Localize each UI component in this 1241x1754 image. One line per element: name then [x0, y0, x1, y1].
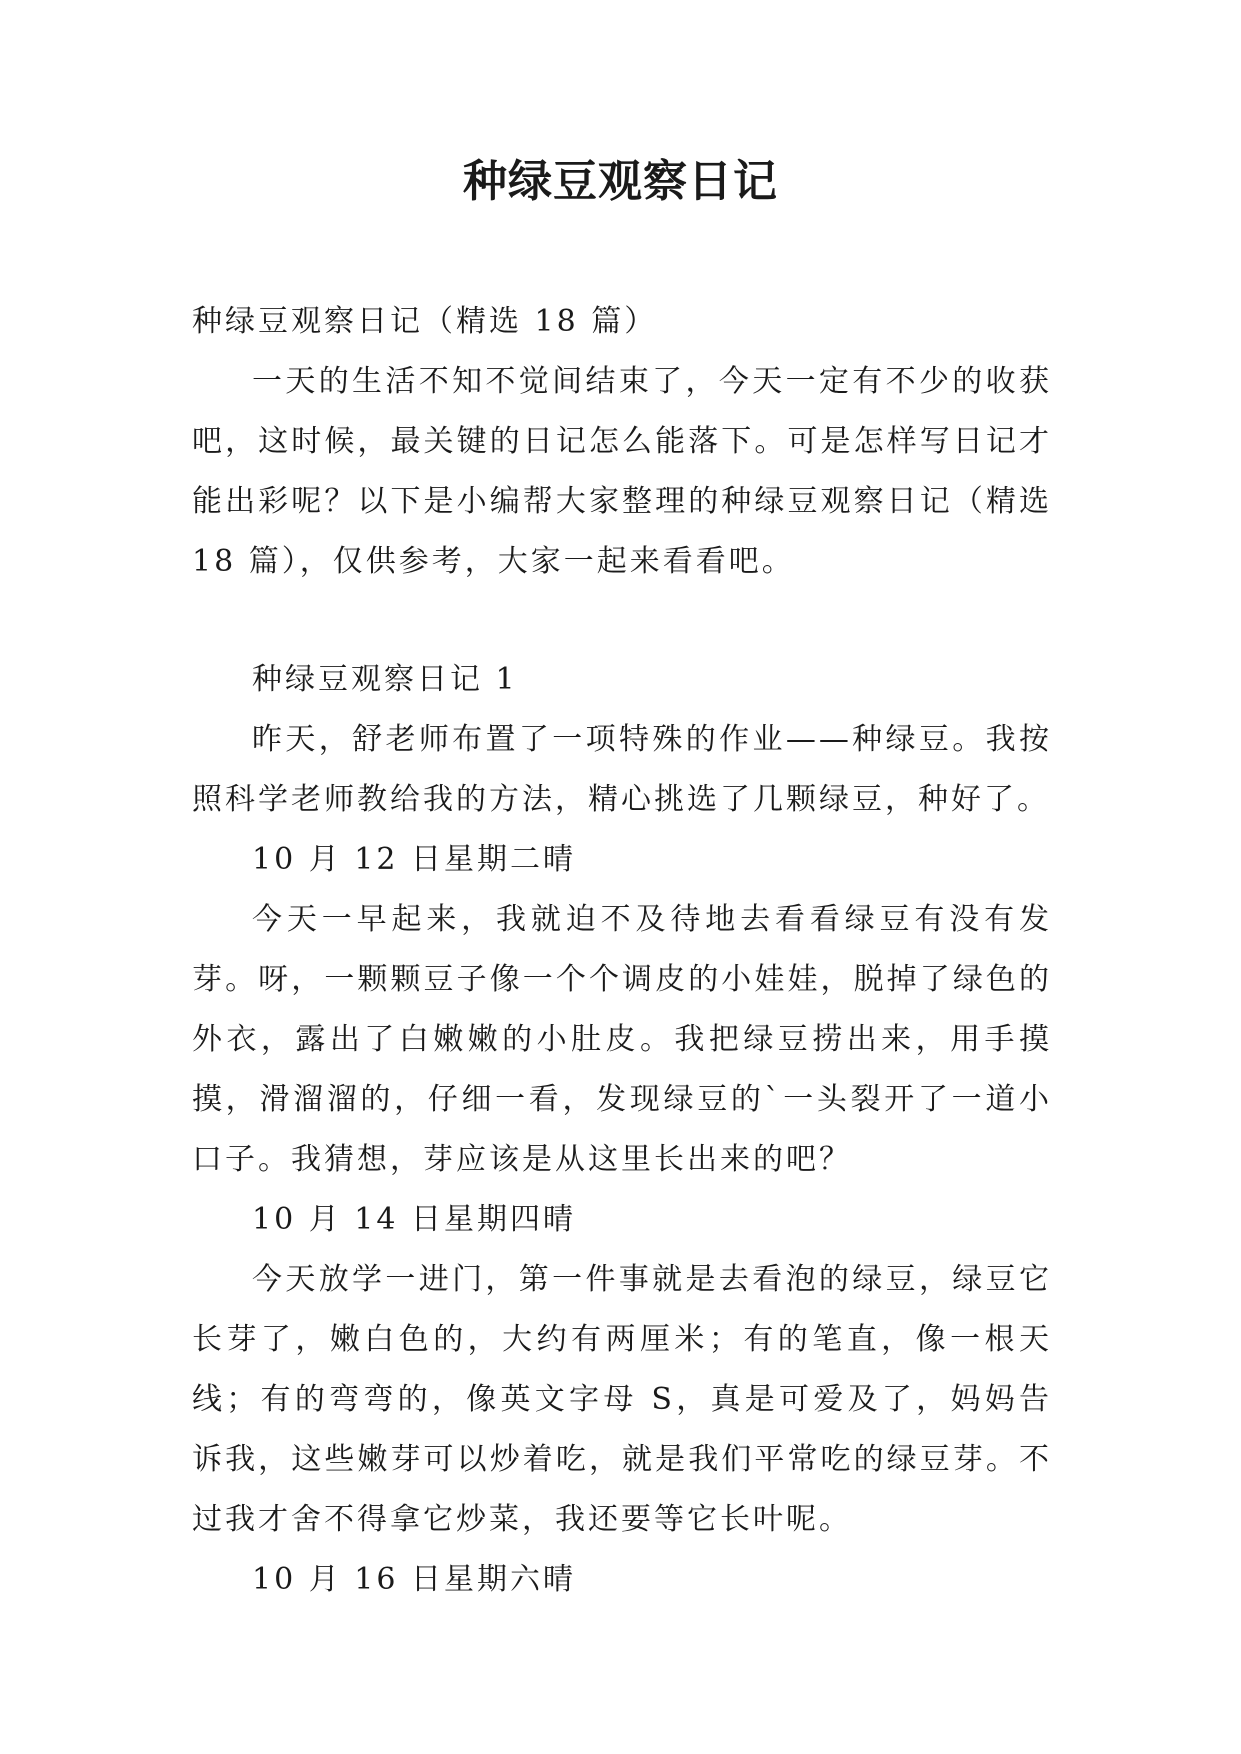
- paragraph-gap: [192, 592, 1052, 650]
- diary-paragraph: 昨天，舒老师布置了一项特殊的作业——种绿豆。我按照科学老师教给我的方法，精心挑选了几颗绿豆，种好了。: [192, 722, 1052, 817]
- diary-paragraph: 今天放学一进门，第一件事就是去看泡的绿豆，绿豆它长芽了，嫩白色的，大约有两厘米；有的笔直，像一根天线；有的弯弯的，像英文字母 S，真是可爱及了，妈妈告诉我，这些嫩芽可以炒着吃，就是我们平常吃的绿豆芽。不过我才舍不得拿它炒菜，我还要等它长叶呢。: [192, 1262, 1052, 1537]
- document-title: 种绿豆观察日记: [463, 156, 778, 207]
- document-body: [192, 292, 1052, 1610]
- section-heading: 种绿豆观察日记 1: [252, 662, 518, 697]
- document-subtitle: 种绿豆观察日记（精选 18 篇）: [192, 304, 658, 339]
- intro-paragraph: 一天的生活不知不觉间结束了，今天一定有不少的收获吧，这时候，最关键的日记怎么能落下。可是怎样写日记才能出彩呢？以下是小编帮大家整理的种绿豆观察日记（精选 18 篇），仅供参考，大家一起来看看吧。: [192, 364, 1052, 579]
- diary-date: 10 月 14 日星期四晴: [252, 1202, 576, 1237]
- diary-paragraph: 今天一早起来，我就迫不及待地去看看绿豆有没有发芽。呀，一颗颗豆子像一个个调皮的小娃娃，脱掉了绿色的外衣，露出了白嫩嫩的小肚皮。我把绿豆捞出来，用手摸摸，滑溜溜的，仔细一看，发现绿豆的`一头裂开了一道小口子。我猜想，芽应该是从这里长出来的吧？: [192, 902, 1052, 1177]
- diary-date: 10 月 16 日星期六晴: [252, 1562, 576, 1597]
- diary-date: 10 月 12 日星期二晴: [252, 842, 576, 877]
